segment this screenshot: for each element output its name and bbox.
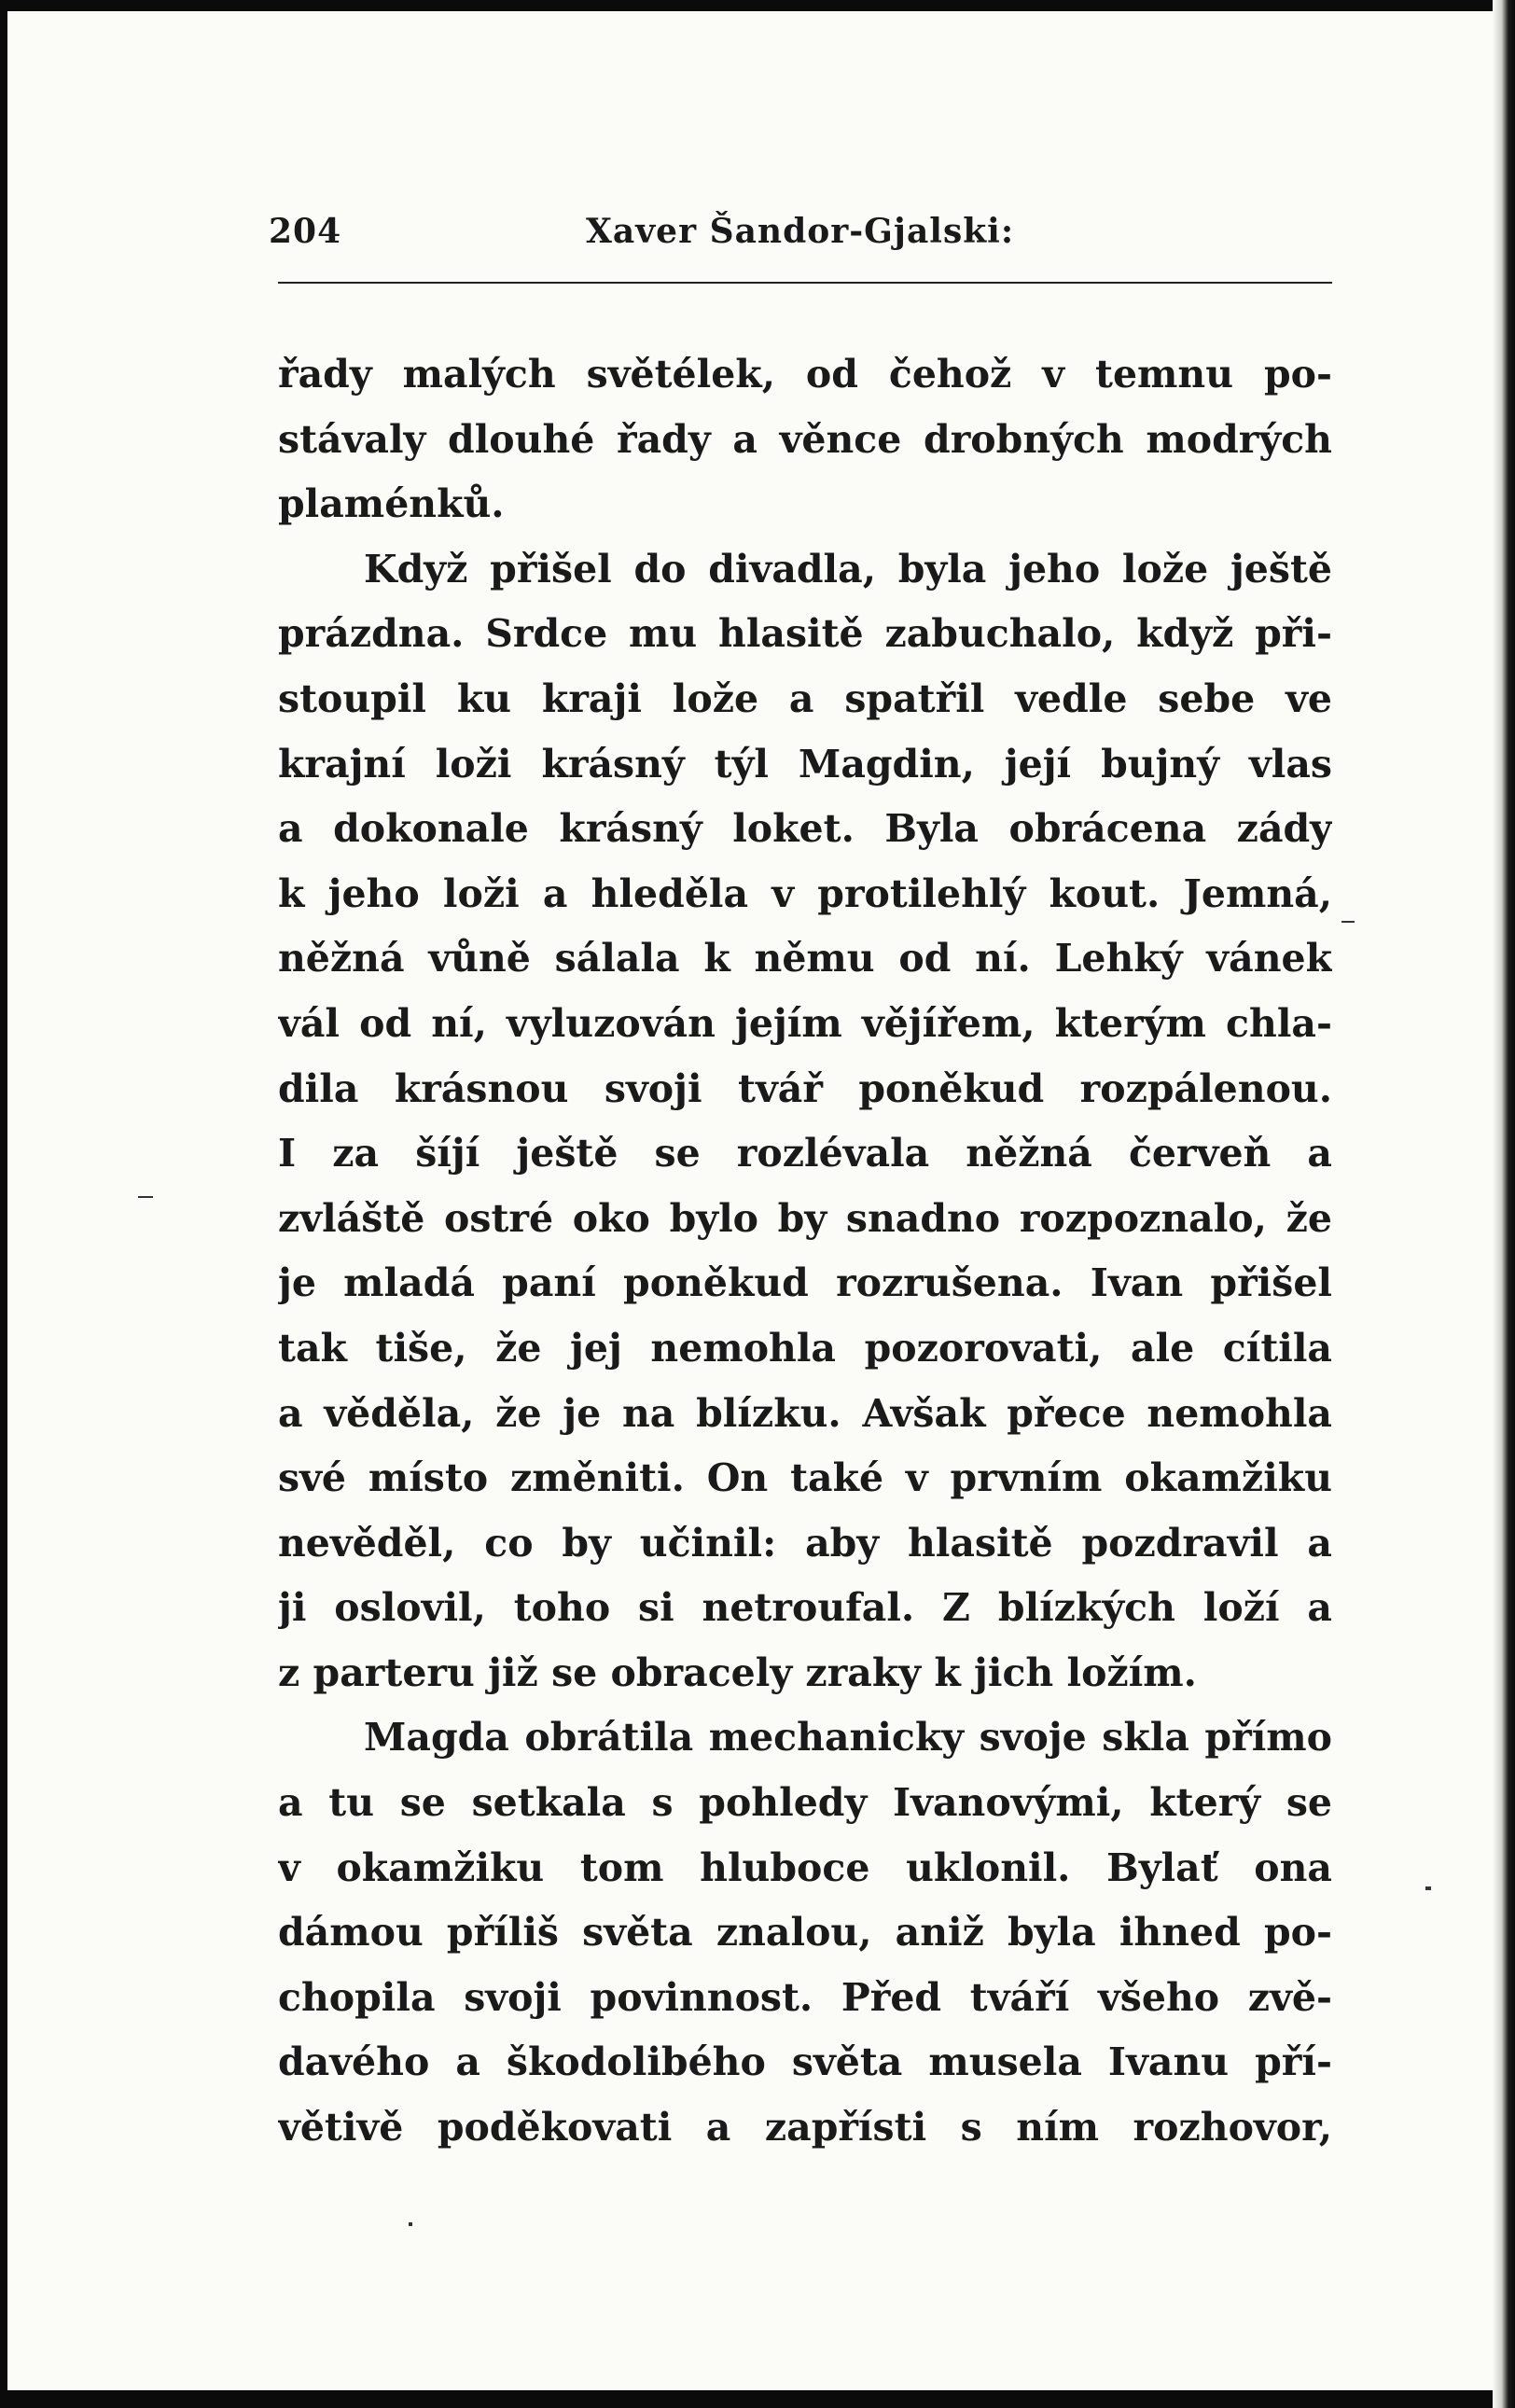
text-line: řady malých světélek, od čehož v temnu po- xyxy=(278,352,1332,397)
text-line: vál od ní, vyluzován jejím vějířem, kterým chla- xyxy=(278,1000,1332,1046)
text-line: stávaly dlouhé řady a věnce drobných modrých xyxy=(278,416,1332,462)
body-text xyxy=(278,342,1332,2161)
text-line: a věděla, že je na blízku. Avšak přece nemohla xyxy=(278,1390,1332,1436)
text-line: Magda obrátila mechanicky svoje skla přímo xyxy=(364,1715,1332,1761)
text-line: dámou příliš světa znalou, aniž byla ihned po- xyxy=(278,1910,1332,1956)
text-line: dila krásnou svoji tvář poněkud rozpálenou. xyxy=(278,1065,1332,1111)
book-page xyxy=(7,11,1493,2390)
text-line: k jeho loži a hleděla v protilehlý kout. Jemná, xyxy=(278,870,1332,916)
text-line: prázdna. Srdce mu hlasitě zabuchalo, když při- xyxy=(278,611,1332,657)
text-line: něžná vůně sálala k němu od ní. Lehký vánek xyxy=(278,936,1332,981)
text-line: stoupil ku kraji lože a spatřil vedle sebe ve xyxy=(278,675,1332,721)
page-edge-shadow xyxy=(1493,0,1515,2408)
text-line: krajní loži krásný týl Magdin, její bujný vlas xyxy=(278,741,1332,786)
text-line: chopila svoji povinnost. Před tváří všeho zvě- xyxy=(278,1974,1332,2020)
scan-mark xyxy=(409,2222,412,2226)
text-line: nevěděl, co by učinil: aby hlasitě pozdravil a xyxy=(278,1520,1332,1566)
text-line: davého a škodolibého světa musela Ivanu pří- xyxy=(278,2039,1332,2085)
text-line: a tu se setkala s pohledy Ivanovými, který se xyxy=(278,1780,1332,1826)
scan-mark xyxy=(1341,921,1355,923)
text-line: I za šíjí ještě se rozlévala něžná červeň a xyxy=(278,1131,1332,1176)
text-line: a dokonale krásný loket. Byla obrácena zády xyxy=(278,806,1332,852)
text-line: zvláště ostré oko bylo by snadno rozpoznalo, že xyxy=(278,1195,1332,1241)
text-line: Když přišel do divadla, byla jeho lože ještě xyxy=(364,546,1332,592)
scan-mark xyxy=(138,1196,153,1198)
page-header xyxy=(269,212,1332,268)
header-rule xyxy=(278,282,1332,284)
text-line: v okamžiku tom hluboce uklonil. Bylať ona xyxy=(278,1844,1332,1890)
page-number: 204 xyxy=(269,212,342,251)
text-line: plaménků. xyxy=(278,481,505,527)
scan-mark xyxy=(1425,1886,1431,1890)
text-line: je mladá paní poněkud rozrušena. Ivan přišel xyxy=(278,1260,1332,1306)
text-line: ji oslovil, toho si netroufal. Z blízkých loží a xyxy=(278,1585,1332,1631)
text-line: z parteru již se obracely zraky k jich ložím. xyxy=(278,1649,1197,1695)
text-line: své místo změniti. On také v prvním okamžiku xyxy=(278,1455,1332,1501)
text-line: větivě poděkovati a zapřísti s ním rozhovor, xyxy=(278,2105,1332,2150)
text-line: tak tiše, že jej nemohla pozorovati, ale cítila xyxy=(278,1325,1332,1371)
running-head: Xaver Šandor-Gjalski: xyxy=(586,212,1015,251)
